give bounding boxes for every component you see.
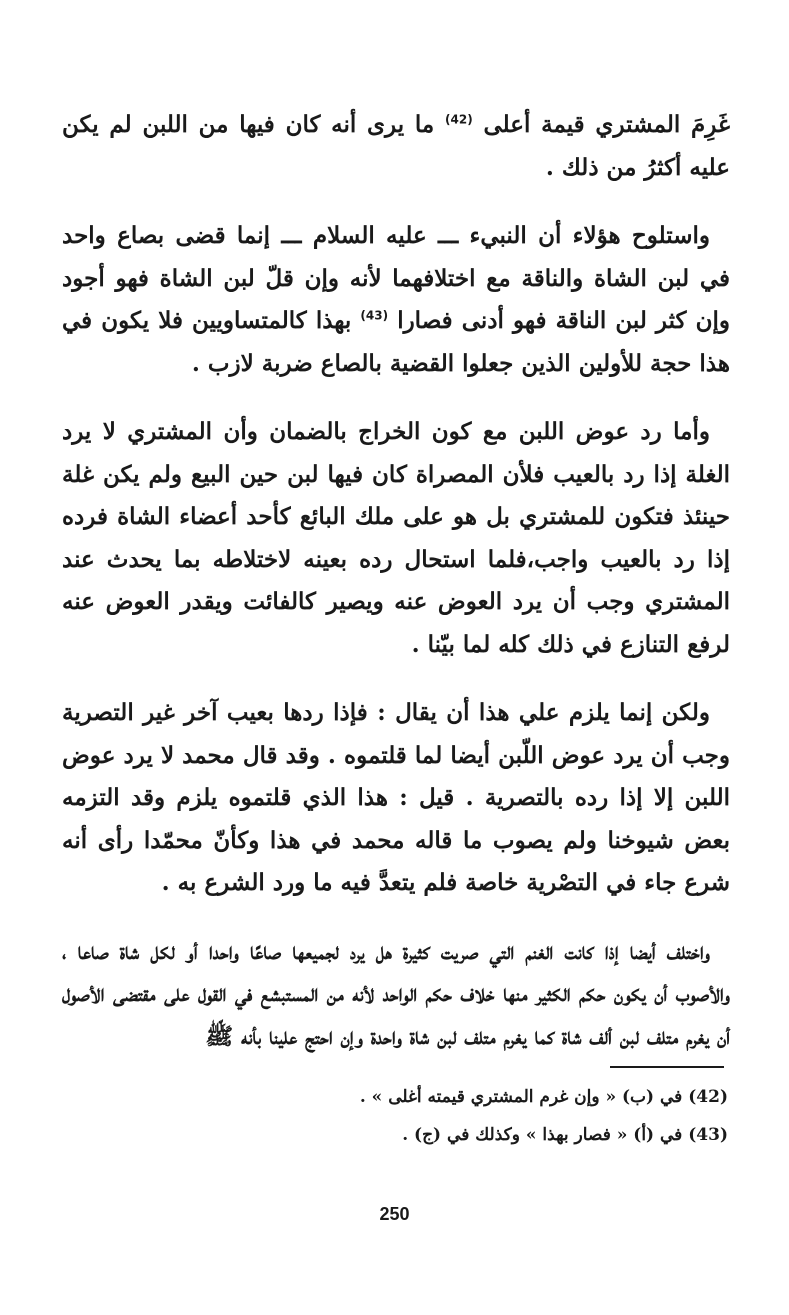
footnote-ref-43[interactable]: (43): [360, 308, 389, 323]
page-number: 250: [379, 1204, 410, 1224]
paragraph-2-text-b: بهذا كالمتساويين فلا يكون في هذا حجة للأولين الذين جعلوا القضية بالصاع ضربة لازب .: [62, 307, 730, 377]
footnote-43: (43) في (أ) « فصار بهذا » وكذلك في (ج) .: [402, 1125, 728, 1145]
paragraph-5-text: واختلف أيضا إذا كانت الغنم التي صريت كثيرة هل يرد لجميعها صاعًا واحدا أو لكل شاة صاعا ، والأصوب أن يكون حكم الكثير منها خلاف حكم الواحد لأنه من المستبشع في القول على مقتضى الأصول أن يغرم متلف لبن ألف شاة كما يغرم متلف لبن شاة واحدة وإن احتج علينا بأنه ﷺ: [62, 937, 730, 1050]
paragraph-3-text: وأما رد عوض اللبن مع كون الخراج بالضمان وأن المشتري لا يرد الغلة إذا رد بالعيب فلأن المصراة كان فيها لبن حين البيع ولم يكن غلة حينئذ فتكون للمشتري بل هو على ملك البائع كأحد أعضاء الشاة فرده إذا رد بالعيب واجب،فلما استحال رده بعينه لاختلاطه بما يحدث عند المشتري وجب أن يرد العوض عنه ويصير كالفائت ويقدر العوض عنه لرفع التنازع في ذلك كله لما بيّنا .: [62, 418, 730, 658]
paragraph-2: [62, 215, 730, 385]
paragraph-4-text: ولكن إنما يلزم علي هذا أن يقال : فإذا ردها بعيب آخر غير التصرية وجب أن يرد عوض اللّبن أيضا لما قلتموه . وقد قال محمد لا يرد عوض اللبن إلا إذا رده بالتصرية . قيل : هذا الذي قلتموه يلزم وقد التزمه بعض شيوخنا ولم يصوب ما قاله محمد في هذا وكأنّ محمّدا رأى أنه شرع جاء في التصْرية خاصة فلم يتعدَّ فيه ما ورد الشرع به .: [62, 699, 730, 896]
footnote-ref-42[interactable]: (42): [445, 112, 473, 127]
paragraph-1-text-a: غَرِمَ المشتري قيمة أعلى: [483, 111, 731, 138]
footnote-42: (42) في (ب) « وإن غرم المشتري قيمته أغلى » .: [359, 1087, 728, 1107]
paragraph-5: [62, 931, 730, 1059]
main-text: [62, 104, 730, 1084]
paragraph-4: [62, 692, 730, 905]
paragraph-1-text-b: ما يرى أنه كان فيها من اللبن لم يكن عليه أكثرُ من ذلك .: [62, 111, 730, 181]
paragraph-2-text-a: واستلوح هؤلاء أن النبيء ـــ عليه السلام ـــ إنما قضى بصاع واحد في لبن الشاة والناقة مع اختلافهما لأنه وإن قلّ لبن الشاة فهو أجود وإن كثر لبن الناقة فهو أدنى فصارا: [62, 222, 730, 334]
footnote-separator: [610, 1066, 724, 1068]
paragraph-1: [62, 104, 730, 189]
footnotes: [62, 1078, 728, 1154]
paragraph-3: [62, 411, 730, 666]
